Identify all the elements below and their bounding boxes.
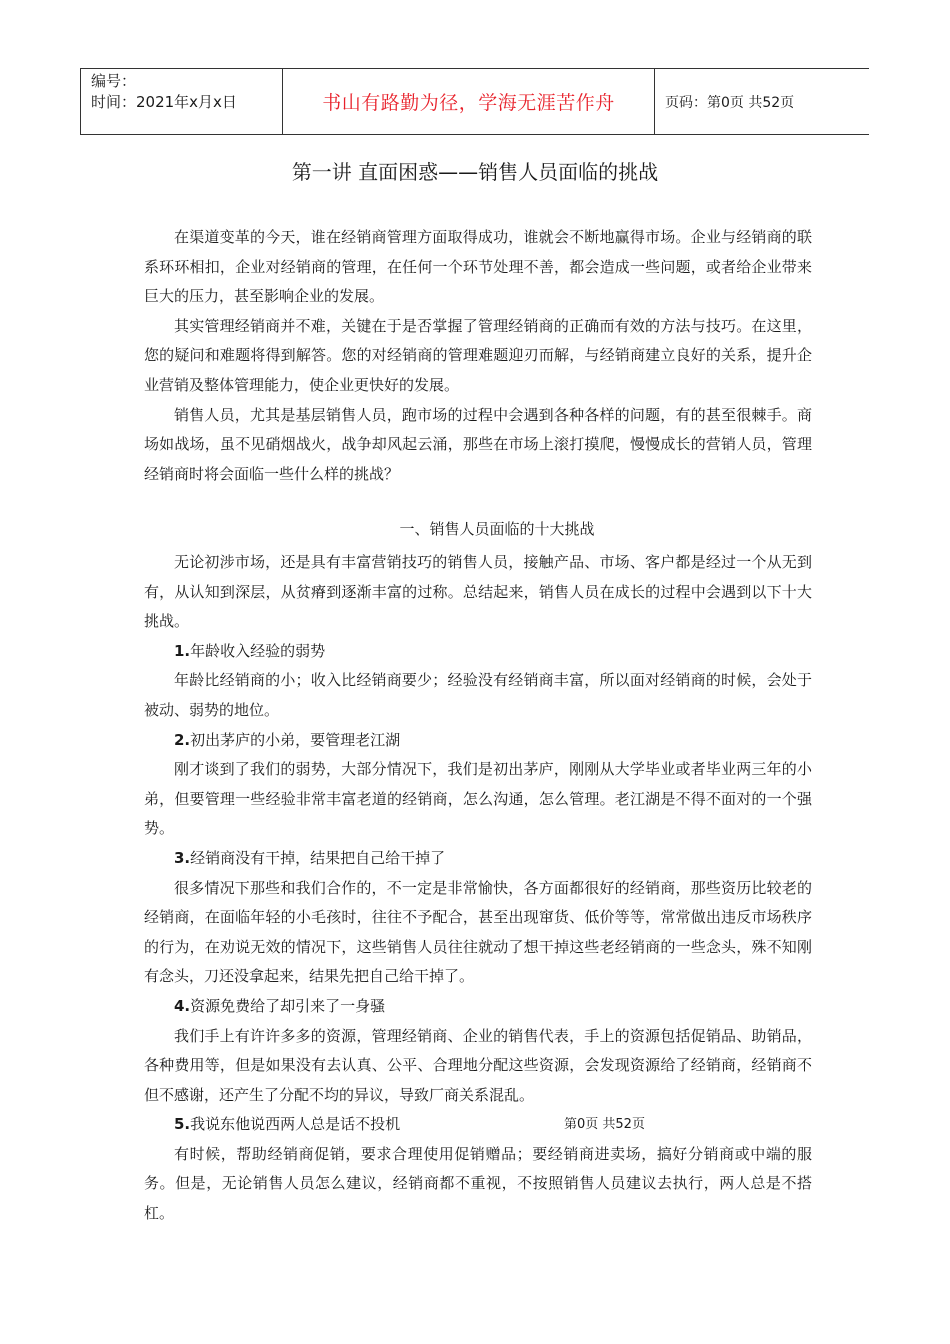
paragraph: 很多情况下那些和我们合作的，不一定是非常愉快，各方面都很好的经销商，那些资历比较老的经销商，在面临年轻的小毛孩时，往往不予配合，甚至出现窜货、低价等等，常常做出违反市场秩序的行为，在劝说无效的情况下，这些销售人员往往就动了想干掉这些老经销商的一些念头，殊不知刚有念头，刀还没拿起来，结果先把自己给干掉了。: [144, 878, 812, 986]
challenge-number: 2.: [174, 730, 191, 749]
challenge-number: 1.: [174, 641, 191, 660]
paragraph: 刚才谈到了我们的弱势，大部分情况下，我们是初出茅庐，刚刚从大学毕业或者毕业两三年的小弟，但要管理一些经验非常丰富老道的经销商，怎么沟通，怎么管理。老江湖是不得不面对的一个强势。: [144, 760, 812, 838]
section-heading: 一、销售人员面临的十大挑战: [399, 520, 595, 538]
paragraph: 我们手上有许许多多的资源，管理经销商、企业的销售代表，手上的资源包括促销品、助销品，各种费用等，但是如果没有去认真、公平、合理地分配这些资源，会发现资源给了经销商，经销商不但不感谢，还产生了分配不均的异议，导致厂商关系混乱。: [144, 1026, 812, 1104]
challenge-heading: [144, 726, 812, 756]
paragraph: 年龄比经销商的小；收入比经销商要少；经验没有经销商丰富，所以面对经销商的时候，会处于被动、弱势的地位。: [144, 671, 812, 719]
page-footer: 第0页 共52页: [564, 1117, 645, 1132]
challenge-title: 我说东他说西两人总是话不投机: [190, 1115, 401, 1134]
challenge-number: 3.: [174, 848, 191, 867]
document-time: 时间：2021年x月x日: [91, 93, 237, 111]
challenges-section: [144, 548, 812, 1229]
paragraph: 在渠道变革的今天，谁在经销商管理方面取得成功，谁就会不断地赢得市场。企业与经销商的联系环环相扣，企业对经销商的管理，在任何一个环节处理不善，都会造成一些问题，或者给企业带来巨大的压力，甚至影响企业的发展。: [144, 228, 812, 306]
motto: 书山有路勤为径，学海无涯苦作舟: [322, 92, 615, 114]
header-motto-cell: [283, 69, 655, 134]
challenge-number: 4.: [174, 996, 191, 1015]
challenge-title: 年龄收入经验的弱势: [190, 641, 326, 660]
document-number: 编号：: [91, 72, 137, 90]
challenge-heading: [144, 844, 812, 874]
header-info-cell: [81, 69, 283, 134]
challenge-heading: [144, 1110, 812, 1140]
page-title: 第一讲 直面困惑——销售人员面临的挑战: [291, 160, 659, 184]
header-table: [80, 68, 869, 135]
paragraph: 无论初涉市场，还是具有丰富营销技巧的销售人员，接触产品、市场、客户都是经过一个从无到有，从认知到深层，从贫瘠到逐渐丰富的过称。总结起来，销售人员在成长的过程中会遇到以下十大挑战。: [144, 553, 812, 631]
challenge-heading: [144, 992, 812, 1022]
header-page-cell: [655, 69, 869, 134]
challenge-title: 经销商没有干掉，结果把自己给干掉了: [190, 848, 446, 867]
page-number: 页码：第0页 共52页: [665, 94, 795, 111]
paragraph: 有时候，帮助经销商促销，要求合理使用促销赠品；要经销商进卖场，搞好分销商或中端的服务。但是，无论销售人员怎么建议，经销商都不重视，不按照销售人员建议去执行，两人总是不搭杠。: [144, 1144, 812, 1223]
challenge-title: 资源免费给了却引来了一身骚: [190, 996, 386, 1015]
challenge-number: 5.: [174, 1115, 191, 1134]
intro-section: [144, 223, 812, 489]
paragraph: 其实管理经销商并不难，关键在于是否掌握了管理经销商的正确而有效的方法与技巧。在这里，您的疑问和难题将得到解答。您的对经销商的管理难题迎刃而解，与经销商建立良好的关系，提升企业营销及整体管理能力，使企业更快好的发展。: [144, 316, 812, 394]
challenge-heading: [144, 637, 812, 667]
challenge-title: 初出茅庐的小弟，要管理老江湖: [190, 730, 401, 749]
paragraph: 销售人员，尤其是基层销售人员，跑市场的过程中会遇到各种各样的问题，有的甚至很棘手。商场如战场，虽不见硝烟战火，战争却风起云涌，那些在市场上滚打摸爬，慢慢成长的营销人员，管理经销商时将会面临一些什么样的挑战？: [144, 405, 812, 483]
